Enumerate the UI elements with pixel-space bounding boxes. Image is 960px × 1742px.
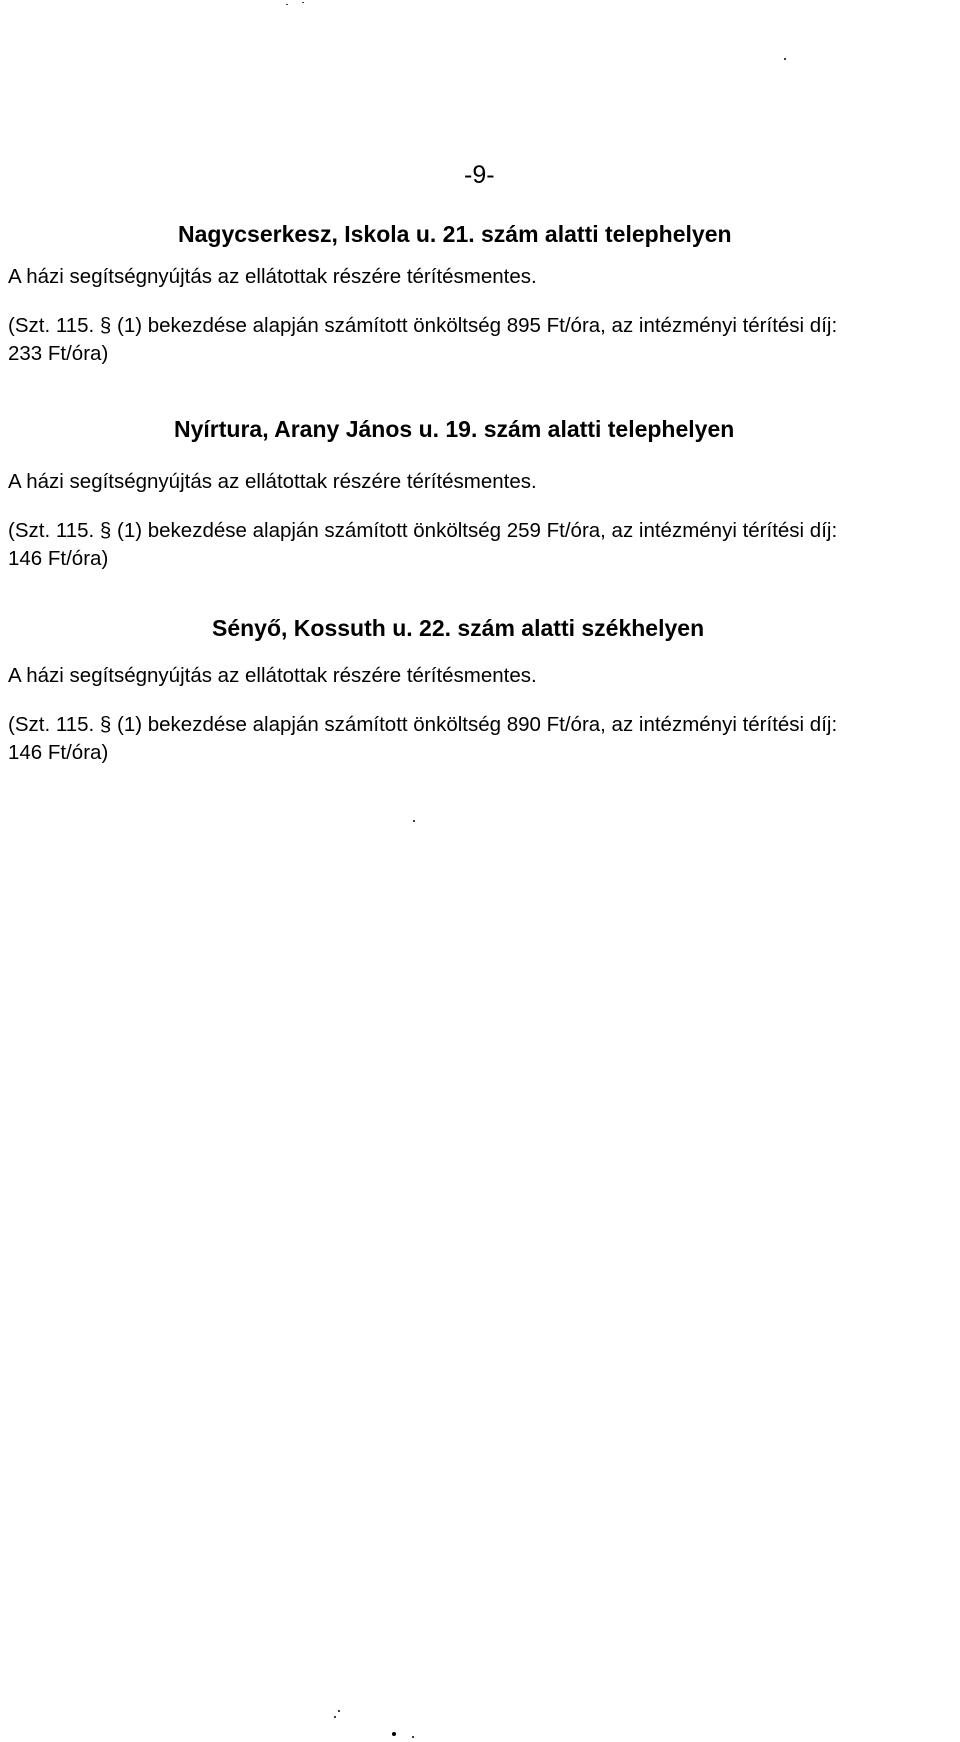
cost-note: [8, 710, 956, 768]
scan-speck: [784, 58, 786, 60]
section-heading: Sényő, Kossuth u. 22. szám alatti székhelyen: [212, 615, 705, 641]
section-text: A házi segítségnyújtás az ellátottak részére térítésmentes.: [8, 470, 537, 493]
page-number: -9-: [464, 161, 495, 189]
section-text: A házi segítségnyújtás az ellátottak részére térítésmentes.: [8, 265, 537, 288]
section-nyirtura: [8, 415, 956, 574]
cost-note-line: 233 Ft/óra): [8, 342, 109, 365]
scan-speck: [413, 820, 415, 822]
scan-speck: [338, 1710, 340, 1712]
scan-speck: [412, 1736, 414, 1738]
cost-note: [8, 516, 956, 574]
scan-speck: [334, 1716, 336, 1718]
cost-note-line: 146 Ft/óra): [8, 741, 109, 764]
section-senyo: [8, 614, 956, 768]
scan-speck: [302, 2, 304, 3]
section-heading: Nyírtura, Arany János u. 19. szám alatti telephelyen: [174, 416, 735, 442]
cost-note-line: (Szt. 115. § (1) bekezdése alapján számított önköltség 890 Ft/óra, az intézményi térítési díj:: [8, 713, 838, 736]
scan-speck: [286, 4, 288, 5]
cost-note-line: 146 Ft/óra): [8, 547, 109, 570]
cost-note-line: (Szt. 115. § (1) bekezdése alapján számított önköltség 895 Ft/óra, az intézményi térítési díj:: [8, 314, 838, 337]
section-text: A házi segítségnyújtás az ellátottak részére térítésmentes.: [8, 664, 537, 687]
section-nagycserkesz: [8, 220, 956, 369]
cost-note: [8, 311, 956, 369]
scan-speck: [392, 1732, 396, 1736]
cost-note-line: (Szt. 115. § (1) bekezdése alapján számított önköltség 259 Ft/óra, az intézményi térítési díj:: [8, 519, 838, 542]
section-heading: Nagycserkesz, Iskola u. 21. szám alatti telephelyen: [178, 221, 732, 247]
